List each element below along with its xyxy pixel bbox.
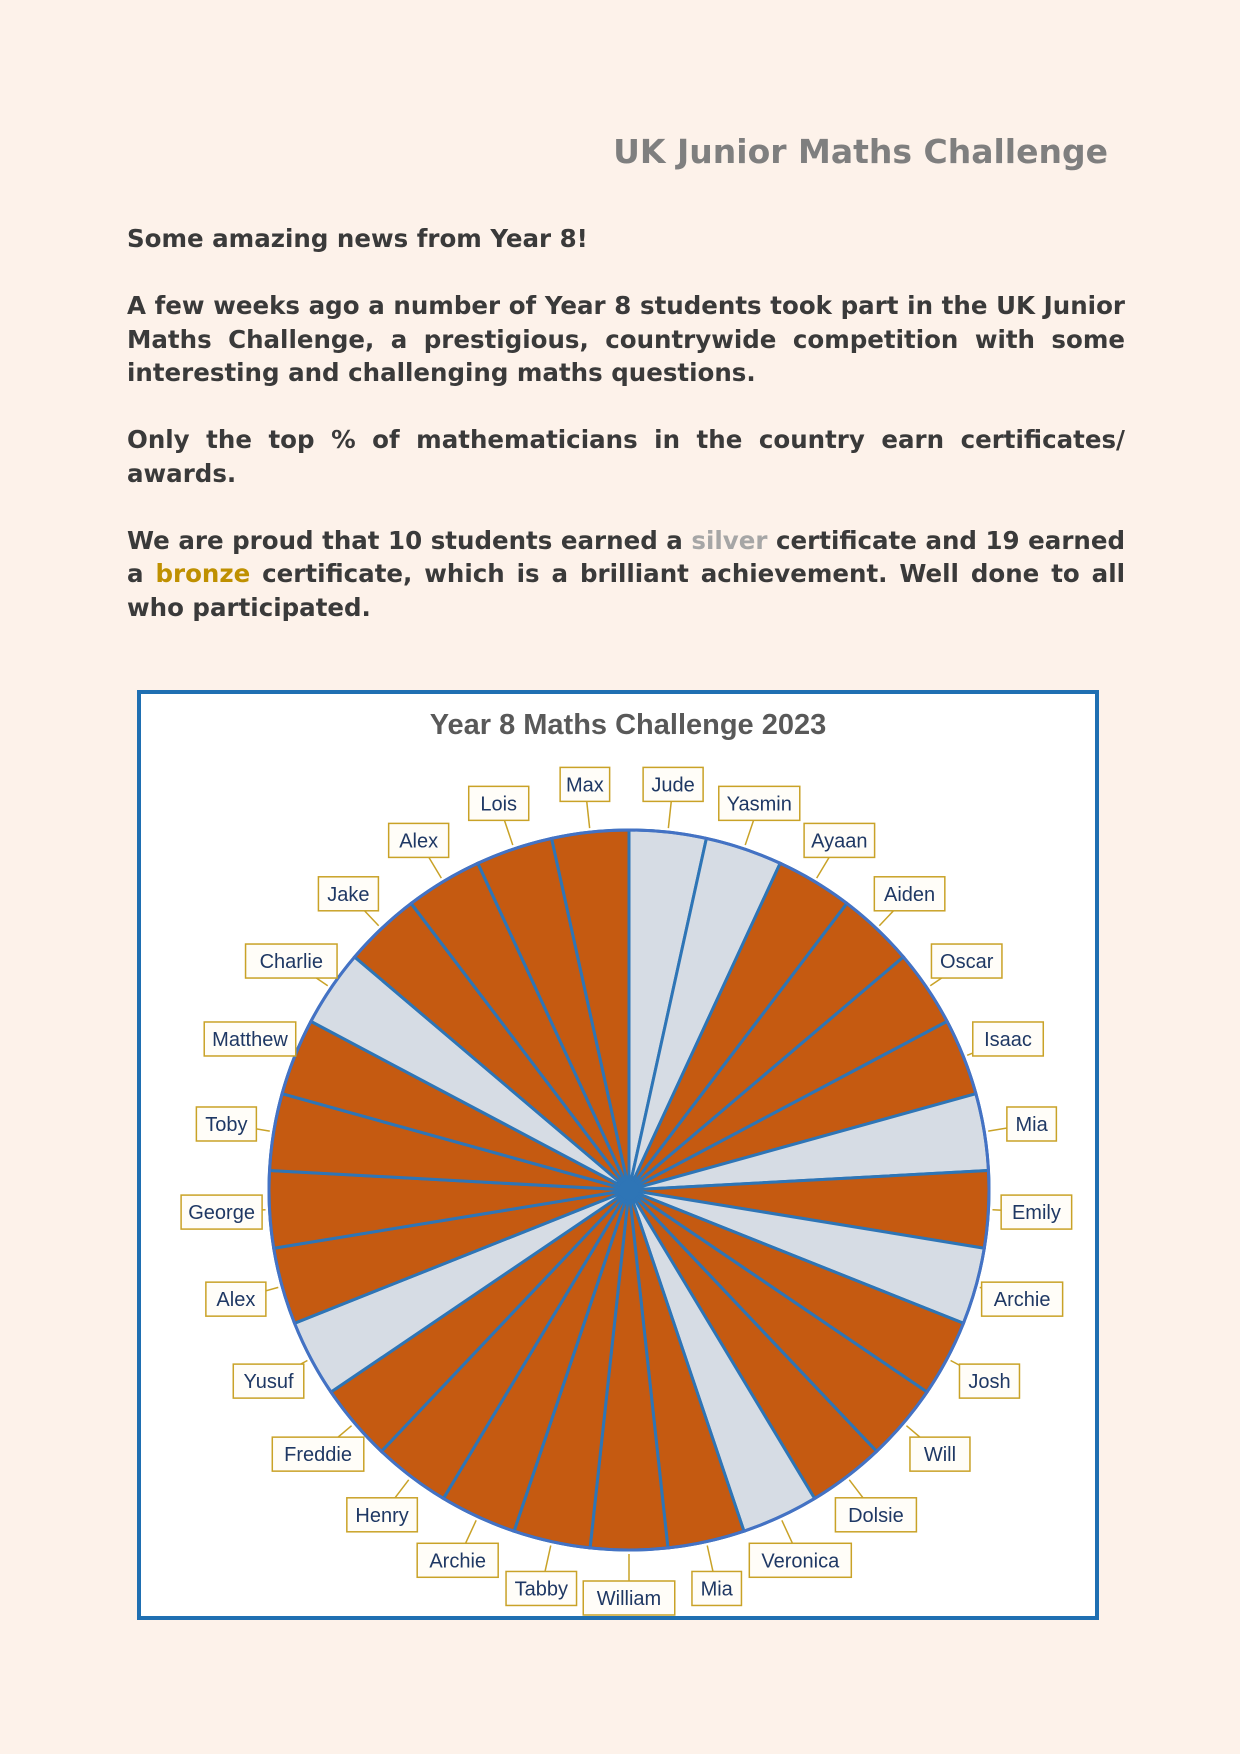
slice-label: Matthew [212,1028,288,1051]
slice-label: Lois [480,793,518,816]
slice-label: Jude [651,774,695,797]
pie-center-hub [619,1180,639,1200]
chart-title: Year 8 Maths Challenge 2023 [429,709,827,741]
slice-label: Josh [968,1371,1011,1394]
slice-label: Emily [1011,1202,1061,1225]
slice-label: Mia [1015,1113,1048,1136]
slice-label: Max [565,774,604,797]
results-text-3: certificate, which is a brilliant achievement. Well done to all who participated. [127,559,1125,622]
slice-label: Jake [327,883,370,906]
slice-label: Veronica [761,1550,840,1573]
chart-frame [137,690,1099,1620]
slice-label: Henry [355,1504,409,1527]
slice-label: Archie [993,1289,1051,1312]
page-title: UK Junior Maths Challenge [613,132,1108,171]
intro-paragraph: Some amazing news from Year 8! [127,224,588,253]
slices-layer [269,830,989,1550]
slice-label: Yusuf [243,1371,294,1394]
slice-label: Freddie [284,1444,352,1467]
slice-label: Yasmin [726,793,792,816]
slice-label: Isaac [984,1028,1032,1051]
article-body [127,222,1125,658]
slice-label: George [188,1202,255,1225]
slice-label: Alex [216,1289,256,1312]
slice-label: Aiden [884,883,936,906]
slice-label: Archie [429,1550,487,1573]
results-text-1: We are proud that 10 students earned a [127,525,692,555]
slice-label: Charlie [259,951,323,974]
slice-label: Will [923,1444,957,1467]
silver-word: silver [691,525,768,555]
results-paragraph [127,524,1125,625]
bronze-word: bronze [155,559,251,588]
slice-label: Alex [399,830,439,853]
slice-label: William [596,1588,662,1610]
pie-chart [141,694,1095,1616]
competition-paragraph: A few weeks ago a number of Year 8 students took part in the UK Junior Maths Challenge, a prestigious, countrywide competition with some interesting and challenging maths questions. [127,291,1125,387]
slice-label: Mia [700,1578,733,1601]
slice-label: Dolsie [848,1504,904,1527]
slice-label: Tabby [514,1578,568,1601]
slice-label: Ayaan [811,830,868,853]
slice-label: Oscar [940,951,994,974]
results-text-2: certificate and 19 earned a [127,525,1125,588]
slice-label: Toby [205,1113,248,1136]
certificates-paragraph: Only the top % of mathematicians in the country earn certificates/ awards. [127,425,1125,488]
